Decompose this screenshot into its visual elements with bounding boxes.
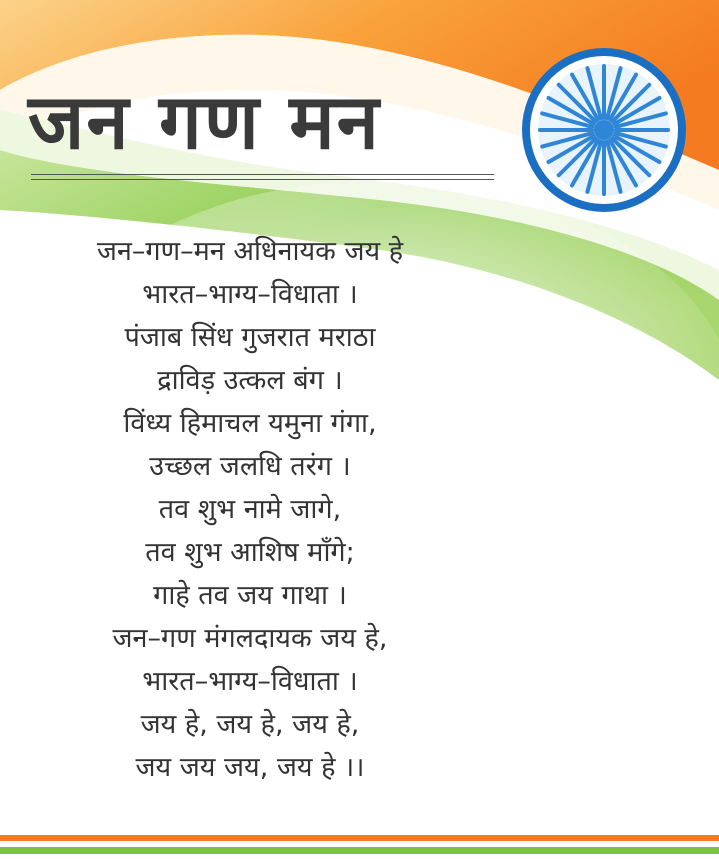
lyric-line-4: द्राविड़ उत्कल बंग ।	[157, 365, 343, 396]
green-bottom-stripe	[0, 847, 719, 854]
title-underline-top	[31, 174, 494, 175]
lyric-line-8: तव शुभ आशिष माँगे;	[145, 537, 355, 568]
lyric-line-5: विंध्य हिमाचल यमुना गंगा,	[123, 408, 377, 439]
lyric-line-10: जन–गण मंगलदायक जय हे,	[112, 623, 388, 654]
ashoka-chakra-icon	[514, 40, 694, 220]
anthem-lyrics	[0, 230, 500, 789]
lyric-line-2: भारत–भाग्य–विधाता ।	[142, 279, 358, 310]
lyric-line-12: जय हे, जय हे, जय हे,	[140, 709, 360, 740]
title-underline-bottom	[31, 179, 494, 180]
page-title: जन गण मन	[28, 77, 381, 166]
lyric-line-7: तव शुभ नामे जागे,	[158, 494, 342, 525]
lyric-line-1: जन–गण–मन अधिनायक जय हे	[96, 236, 404, 267]
lyric-line-6: उच्छल जलधि तरंग ।	[149, 451, 351, 482]
lyric-line-3: पंजाब सिंध गुजरात मराठा	[124, 322, 376, 353]
lyric-line-11: भारत–भाग्य–विधाता ।	[142, 666, 358, 697]
lyric-line-13: जय जय जय, जय हे ।।	[135, 752, 365, 783]
lyric-line-9: गाहे तव जय गाथा ।	[153, 580, 347, 611]
